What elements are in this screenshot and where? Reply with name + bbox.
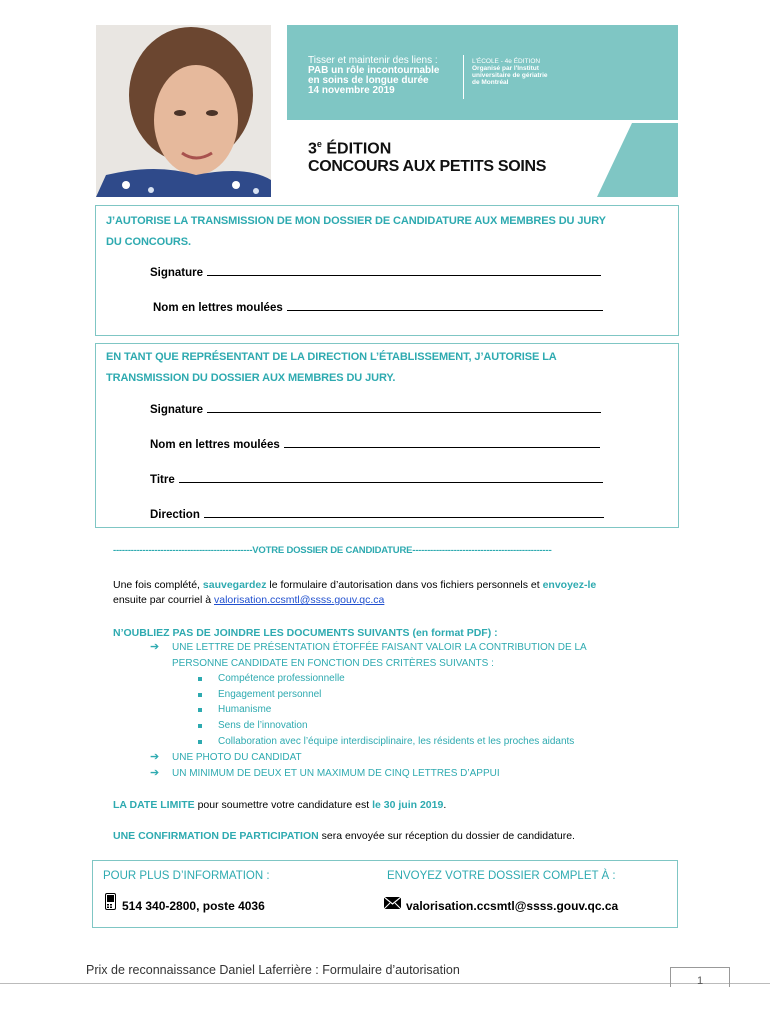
organizer-line: Organisé par l'Institut [472,65,539,72]
text-run: Une fois complété, [113,579,203,591]
candidate-photo [96,25,271,197]
tagline-line: Tisser et maintenir des liens : [308,55,438,66]
candidate-authorization-title [106,211,606,253]
email-address[interactable]: valorisation.ccsmtl@ssss.gouv.qc.ca [406,899,619,913]
criteria-item: Sens de l’innovation [218,720,308,731]
criteria-item: Engagement personnel [218,689,322,700]
organizer-line: universitaire de gériatrie [472,72,548,79]
footer-divider [0,983,770,984]
tagline-line: 14 novembre 2019 [308,85,395,96]
edition-word: ÉDITION [321,140,392,158]
document-item-support-letters: UN MINIMUM DE DEUX ET UN MAXIMUM DE CINQ LETTRES D’APPUI [172,768,500,779]
candidate-name-field[interactable] [153,301,603,314]
confirmation-emphasis: UNE CONFIRMATION DE PARTICIPATION [113,830,319,842]
bullet-icon [198,708,202,712]
document-item-letter-cont: PERSONNE CANDIDATE EN FONCTION DES CRITÈRES SUIVANTS : [172,658,494,669]
criteria-item: Compétence professionnelle [218,673,345,684]
text-run: ensuite par courriel à [113,594,214,606]
deadline-date: le 30 juin 2019 [372,799,444,811]
name-label: Nom en lettres moulées [153,302,283,314]
confirmation-text [113,829,575,843]
text-run: . [443,799,447,811]
banner-tagline [308,56,439,96]
phone-number[interactable]: 514 340-2800, poste 4036 [122,899,265,913]
send-label: ENVOYEZ VOTRE DOSSIER COMPLET À : [387,870,616,882]
bullet-icon [198,677,202,681]
management-signature-field[interactable] [150,403,601,416]
text-run: le formulaire d’autorisation dans vos fichiers personnels et [266,579,543,591]
documents-heading: N’OUBLIEZ PAS DE JOINDRE LES DOCUMENTS SUIVANTS (en format PDF) : [113,627,498,639]
deadline-emphasis: LA DATE LIMITE [113,799,195,811]
edition-suffix: e [316,139,322,149]
direction-label: Direction [150,509,200,521]
info-label: POUR PLUS D’INFORMATION : [103,870,270,882]
save-emphasis: sauvegardez [202,579,267,591]
tagline-line: PAB un rôle incontournable [308,65,440,76]
header-banner [96,25,678,197]
edition-title [308,135,546,176]
organizer-line: L'ÉCOLE - 4e ÉDITION [472,58,541,65]
management-title-field[interactable] [150,473,603,486]
bullet-icon [198,724,202,728]
banner-organizer [472,58,592,86]
title-line: EN TANT QUE REPRÉSENTANT DE LA DIRECTION L’ÉTABLISSEMENT, J’AUTORISE LA [106,351,557,363]
title-line: TRANSMISSION DU DOSSIER AUX MEMBRES DU JURY. [106,372,396,384]
arrow-right-icon: ➔ [150,767,160,779]
organizer-line: de Montréal [472,79,509,86]
instructions-paragraph-line1 [113,578,596,592]
email-link[interactable]: valorisation.ccsmtl@ssss.gouv.qc.ca [213,594,385,606]
contest-name: CONCOURS AUX PETITS SOINS [308,158,547,176]
page-number: 1 [670,967,730,987]
title-line: DU CONCOURS. [106,236,191,248]
phone-icon [105,893,116,910]
candidate-signature-field[interactable] [150,266,601,279]
management-authorization-title [106,347,557,389]
text-run: pour soumettre votre candidature est [194,799,373,811]
management-direction-field[interactable] [150,508,604,521]
document-item-photo: UNE PHOTO DU CANDIDAT [172,752,302,763]
signature-label: Signature [150,267,204,279]
bullet-icon [198,740,202,744]
mail-icon [384,897,401,909]
deadline-text [113,798,446,812]
name-label: Nom en lettres moulées [150,439,280,451]
document-item-letter: UNE LETTRE DE PRÉSENTATION ÉTOFFÉE FAISANT VALOIR LA CONTRIBUTION DE LA [172,642,587,653]
title-label: Titre [150,474,175,486]
edition-number: 3 [308,140,317,158]
signature-label: Signature [150,404,204,416]
arrow-right-icon: ➔ [150,641,160,653]
section-separator: -----------------------------------------------VOTRE DOSSIER DE CANDIDATURE----------------------------------------------- [113,545,552,556]
arrow-right-icon: ➔ [150,751,160,763]
bullet-icon [198,693,202,697]
criteria-item: Humanisme [218,704,272,715]
management-authorization-box [95,343,679,528]
management-name-field[interactable] [150,438,600,451]
footer-title: Prix de reconnaissance Daniel Laferrière : Formulaire d’autorisation [86,963,460,977]
text-run: sera envoyée sur réception du dossier de candidature. [318,830,575,842]
tagline-line: en soins de longue durée [308,75,429,86]
criteria-item: Collaboration avec l’équipe interdisciplinaire, les résidents et les proches aidants [218,736,575,747]
instructions-paragraph-line2 [113,593,384,607]
send-emphasis: envoyez-le [542,579,597,591]
banner-divider [463,55,464,99]
title-line: J’AUTORISE LA TRANSMISSION DE MON DOSSIER DE CANDIDATURE AUX MEMBRES DU JURY [106,215,606,227]
